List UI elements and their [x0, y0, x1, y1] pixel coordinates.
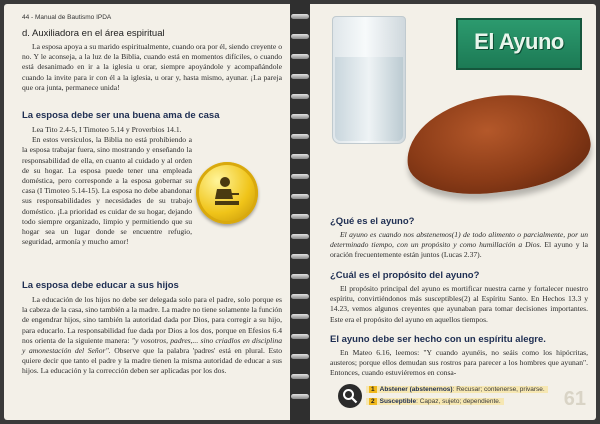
glossary-box	[338, 384, 578, 412]
purpose-text: El propósito principal del ayuno es mortificar nuestra carne y fortalecer nuestro espíritu, convirtiéndonos más susceptibles(2) al Espíritu Santo. En Hechos 13.3 y 14.23, vemos algunos creyentes que ayunaban para tomar decisiones importantes. Este era el propósito del ayuno en aquellos tiempos.	[330, 284, 588, 324]
binding-ring	[291, 234, 309, 239]
purpose-block	[330, 284, 588, 325]
right-page	[310, 4, 596, 420]
spiral-binding	[290, 0, 310, 424]
glossary-number: 1	[371, 386, 375, 393]
intro-paragraph	[22, 42, 282, 93]
what-is-fasting-block	[330, 230, 588, 261]
binding-ring	[291, 34, 309, 39]
binding-ring	[291, 14, 309, 19]
glossary-item	[366, 386, 548, 393]
heading-joyful-spirit: El ayuno debe ser hecho con un espíritu alegre.	[330, 334, 546, 345]
fasting-definition: El ayuno es cuando nos abstenemos(1) de todo alimento o parcialmente, por un determinado tiempo, con un propósito y como humillación a Dios.	[330, 230, 588, 250]
joyful-block	[330, 348, 588, 379]
binding-ring	[291, 54, 309, 59]
glossary-term: Susceptible	[379, 398, 417, 405]
fasting-prayer-text: El ayuno y la oración frecuentemente están juntos (Lucas 2.37).	[330, 240, 588, 260]
magnifier-icon	[338, 384, 362, 408]
heading-what-is-fasting: ¿Qué es el ayuno?	[330, 216, 415, 227]
educate-block	[22, 295, 282, 377]
title-banner	[456, 18, 582, 70]
binding-ring	[291, 274, 309, 279]
glossary-term: Abstener (abstenernos)	[379, 386, 453, 393]
glossary-definition: : Capaz, sujeto; dependiente.	[416, 398, 501, 405]
educate-text: La educación de los hijos no debe ser delegada solo para el padre, solo porque es la cabeza de la casa, sino también a la madre. La madre no tiene solamente la función de engendrar hijos, sino también la autoridad dada por Dios, para corregir a su hijo, para educarlo. La responsabilidad fue dada por Dios a los dos, porque en Efesios 6.4 nos orienta de la siguiente manera:	[22, 295, 282, 345]
binding-ring	[291, 134, 309, 139]
binding-ring	[291, 174, 309, 179]
glossary-item	[366, 398, 504, 405]
glossary-number: 2	[371, 398, 375, 405]
binding-ring	[291, 154, 309, 159]
page-header: 44 - Manual de Bautismo IPDA	[22, 14, 112, 21]
heading-housewife: La esposa debe ser una buena ama de casa	[22, 110, 220, 121]
glossary-definition: : Recusar; contenerse, privarse.	[452, 386, 545, 393]
ephesians-quote: "y vosotros, padres,... sino criadlos en disciplina y amonestación del Señor".	[22, 335, 282, 356]
binding-ring	[291, 394, 309, 399]
binding-ring	[291, 214, 309, 219]
housewife-block	[22, 125, 192, 247]
binding-ring	[291, 74, 309, 79]
binding-ring	[291, 254, 309, 259]
page-number: 61	[563, 388, 586, 410]
housewife-text: En estos versículos, la Biblia no está prohibiendo a la esposa trabajar fuera, sino mostrando y enseñando la responsabilidad de ella, en cuanto al cuidado y al orden de su hogar. La esposa puede tener una empleada doméstica, pero corresponde a la esposa gobernar su casa (I Timoteo 5.14-15). La esposa no debe abandonar sus responsabilidades y necesidades de su trabajo doméstico. ¡La prioridad es cuidar de su hogar, dejando todo siempre organizado, limpio y permitiendo que su hogar sea un lugar donde se encuentre refugio, seguridad, armonía y mucho amor!	[22, 135, 192, 247]
binding-ring	[291, 314, 309, 319]
educate-text-2: Observe que la palabra 'padres' está en plural. Esto quiere decir que tanto el padre y la madre tienen la misma autoridad de educar a sus hijos. La educación y la corrección deben ser aplicadas por los dos.	[22, 346, 283, 376]
intro-text: La esposa apoya a su marido espiritualmente, cuando ora por él, siendo creyente o no. Y le aconseja, a la luz de la Biblia, cuando está en momentos difíciles, o cuando está desanimado en ir a la iglesia u orar, siempre apoyándole y acompañándole cuando la invite para ir con él a la iglesia, u orar y, hasta mismo, ayunar. ¡La pareja que ora junta, permanece unida!	[22, 42, 282, 92]
section-title: d. Auxiliadora en el área espiritual	[22, 28, 165, 39]
water-glass-image	[332, 16, 406, 144]
binding-ring	[291, 114, 309, 119]
heading-purpose: ¿Cuál es el propósito del ayuno?	[330, 270, 480, 281]
water	[335, 57, 403, 141]
housework-coin-icon	[196, 162, 258, 224]
binding-ring	[291, 354, 309, 359]
binding-ring	[291, 334, 309, 339]
bread-loaf-image	[401, 85, 595, 203]
binding-ring	[291, 194, 309, 199]
binding-ring	[291, 294, 309, 299]
left-page	[4, 4, 290, 420]
binding-ring	[291, 374, 309, 379]
banner-title: El Ayuno	[474, 29, 564, 54]
matthew-text: En Mateo 6.16, leemos: "Y cuando ayunéis, no seáis como los hipócritas, austeros; porque ellos demudan sus rostros para parecer a los hombres que ayunan". Entonces, cuando estuviéremos en consa-	[330, 348, 588, 378]
heading-educate: La esposa debe educar a sus hijos	[22, 280, 179, 291]
refs-text: Lea Tito 2.4-5, I Timoteo 5.14 y Proverbios 14.1.	[32, 125, 182, 134]
binding-ring	[291, 94, 309, 99]
